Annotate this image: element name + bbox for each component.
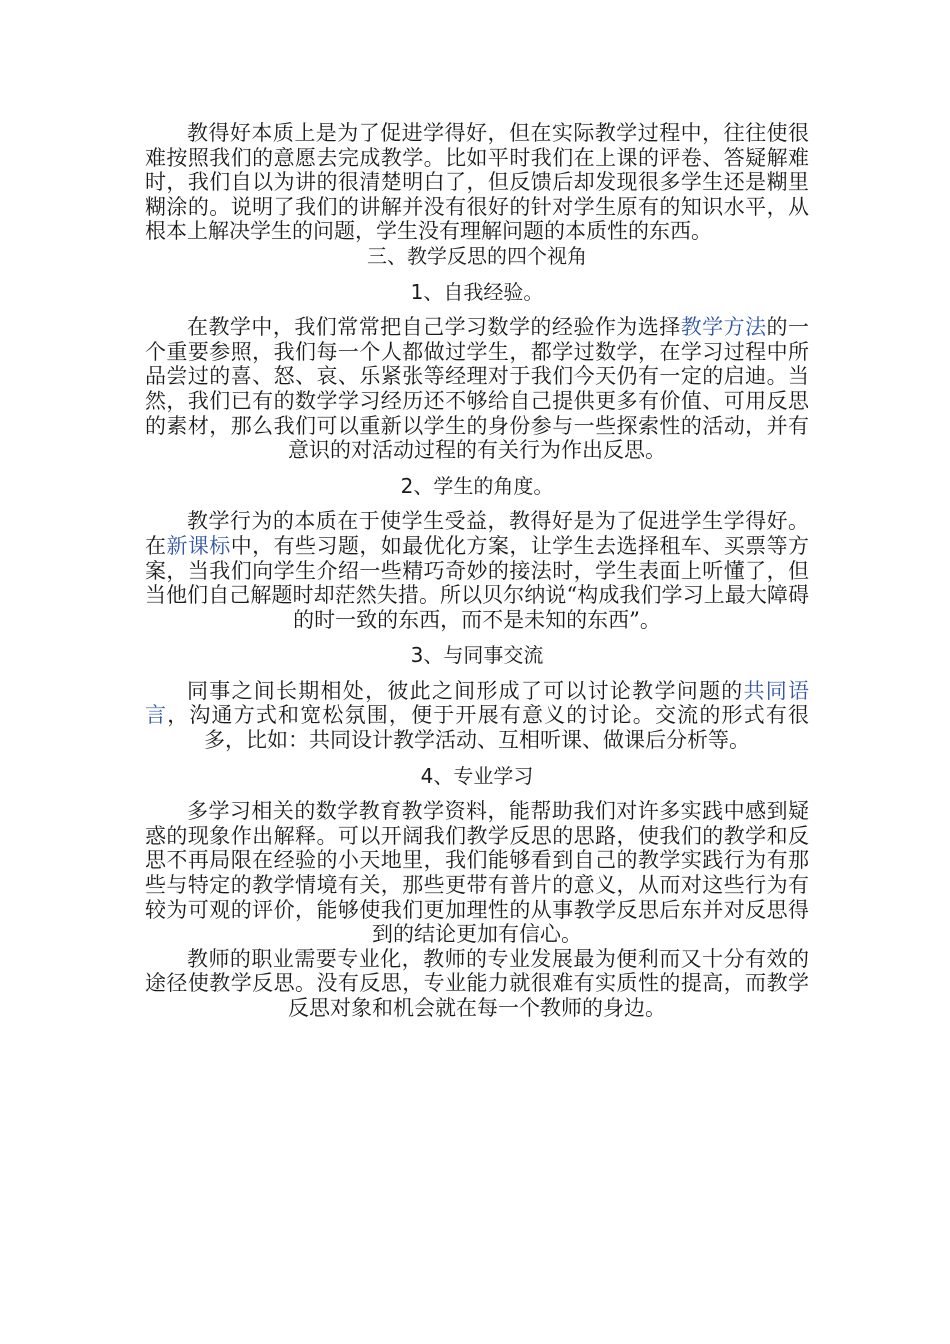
document-page [145,121,809,1021]
link-teaching-methods[interactable]: 教学方法 [680,315,767,340]
spacer [145,269,809,280]
paragraph-colleague-exchange [145,679,809,753]
spacer [145,498,809,509]
spacer [145,304,809,315]
link-new-curriculum-standards[interactable]: 新课标 [166,533,231,558]
subheading-student-perspective: 2、学生的角度。 [400,473,554,498]
spacer [145,632,809,643]
spacer [145,753,809,764]
text-segment: 中，有些习题，如最优化方案，让学生去选择租车、买票等方案，当我们向学生介绍一些精巧奇妙的接法时，学生表面上听懂了，但当他们自己解题时却茫然失措。所以贝尔纳说“构成我们学习上最大障碍的时一致的东西，而不是未知的东西”。 [145,533,810,632]
spacer [145,788,809,799]
paragraph-self-experience [145,315,809,463]
subheading-colleague-exchange: 3、与同事交流 [410,643,544,668]
paragraph-student-perspective [145,509,809,632]
text-segment: 的一个重要参照，我们每一个人都做过学生，都学过数学，在学习过程中所品尝过的喜、怒、哀、乐紧张等经理对于我们今天仍有一定的启迪。当然，我们已有的数学学习经历还不够给自己提供更多有价值、可用反思的素材，那么我们可以重新以学生的身份参与一些探索性的活动，并有意识的对活动过程的有关行为作出反思。 [145,315,810,463]
text-segment: ，沟通方式和宽松氛围，便于开展有意义的讨论。交流的形式有很多，比如：共同设计教学活动、互相听课、做课后分析等。 [167,703,810,753]
paragraph-professional-study: 多学习相关的数学教育教学资料，能帮助我们对许多实践中感到疑惑的现象作出解释。可以开阔我们教学反思的思路，使我们的教学和反思不再局限在经验的小天地里，我们能够看到自己的教学实践行为有那些与特定的教学情境有关，那些更带有普片的意义，从而对这些行为有较为可观的评价，能够使我们更加理性的从事教学反思后东并对反思得到的结论更加有信心。 [145,799,809,947]
text-segment: 在教学中，我们常常把自己学习数学的经验作为选择 [187,315,681,340]
spacer [145,463,809,474]
section-heading-four-perspectives: 三、教学反思的四个视角 [367,243,587,268]
text-segment: 教学行为的本质在于使学生受益，教得好是为了促进学生学得好。在 [145,509,809,558]
subheading-self-experience: 1、自我经验。 [410,279,544,304]
paragraph-teacher-professionalization: 教师的职业需要专业化，教师的专业发展最为便利而又十分有效的途径使教学反思。没有反思，专业能力就很难有实质性的提高，而教学反思对象和机会就在每一个教师的身边。 [145,946,809,1020]
text-segment: 同事之间长期相处，彼此之间形成了可以讨论教学问题的 [187,678,744,703]
spacer [145,668,809,679]
link-common-language[interactable]: 共同语言 [145,678,810,728]
paragraph-teaching-quality: 教得好本质上是为了促进学得好，但在实际教学过程中，往往使很难按照我们的意愿去完成教学。比如平时我们在上课的评卷、答疑解难时，我们自以为讲的很清楚明白了，但反馈后却发现很多学生还是糊里糊涂的。说明了我们的讲解并没有很好的针对学生原有的知识水平，从根本上解决学生的问题，学生没有理解问题的本质性的东西。 [145,121,809,244]
subheading-professional-study: 4、专业学习 [420,763,534,788]
